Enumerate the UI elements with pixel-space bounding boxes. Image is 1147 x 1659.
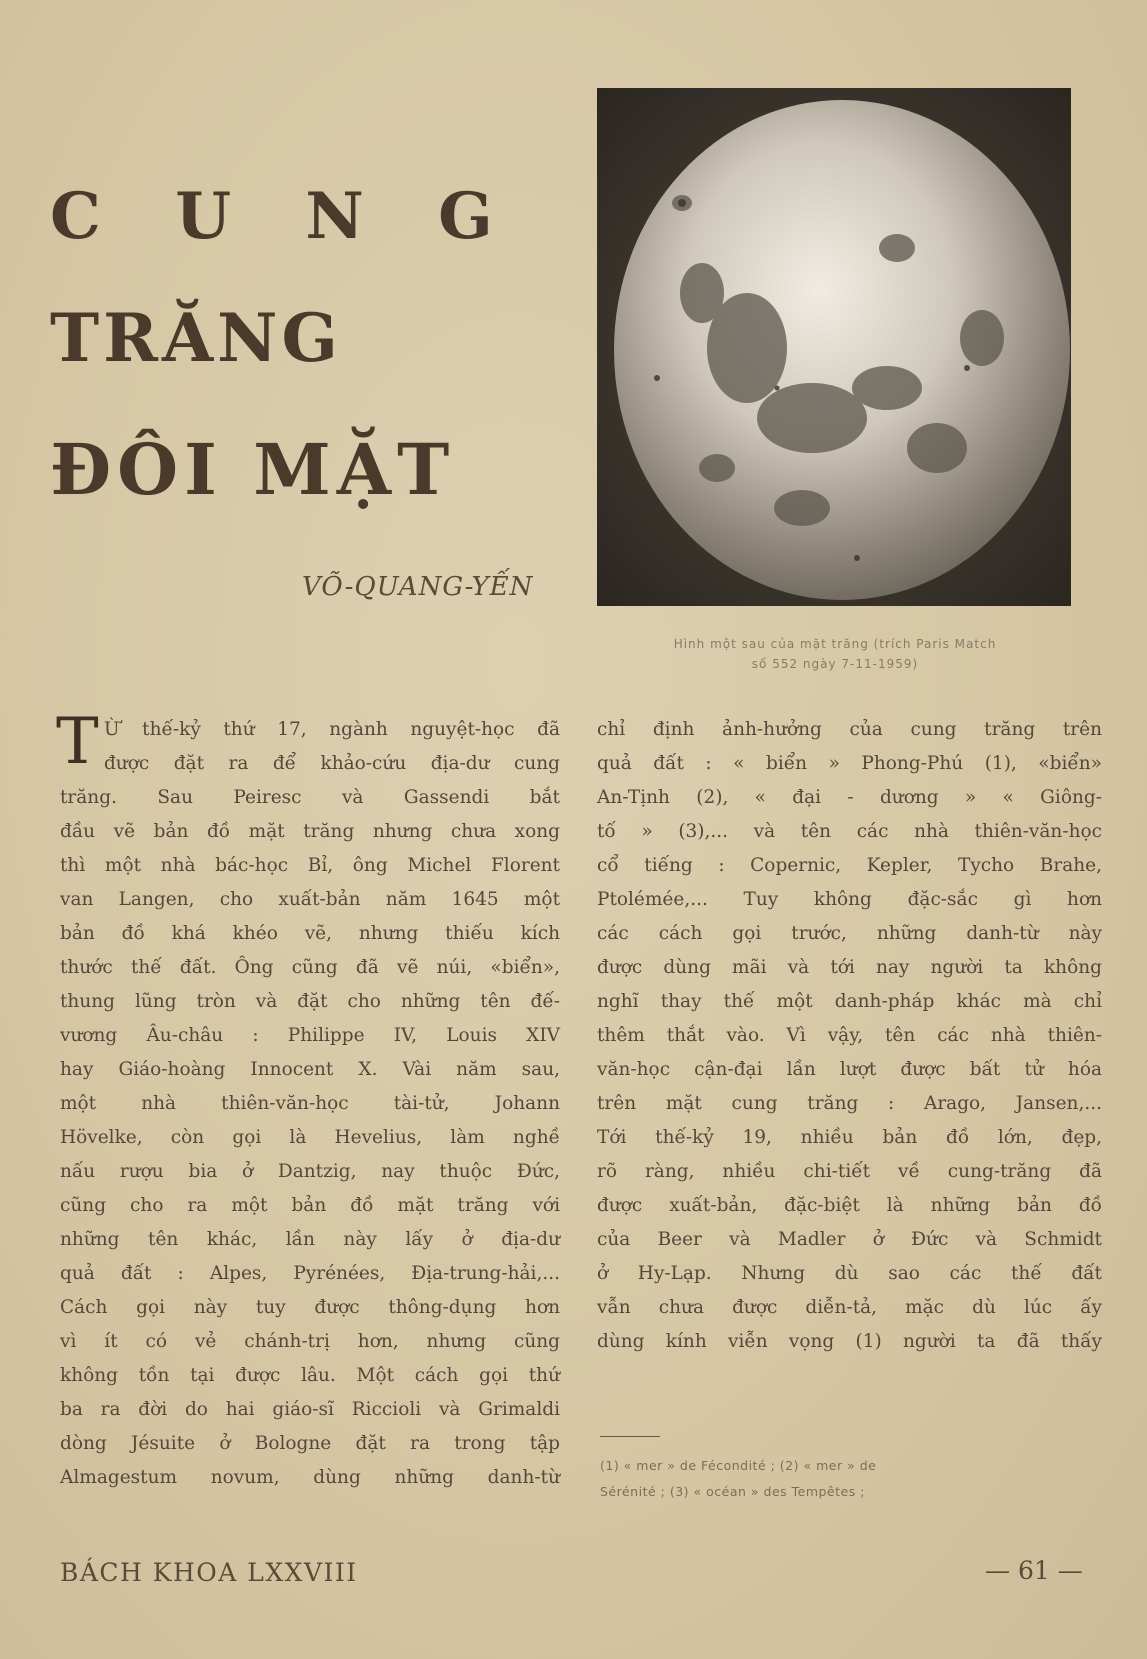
- text-line: Ptolémée,... Tuy không đặc-sắc gì hơn: [597, 889, 1102, 910]
- text-line: được xuất-bản, đặc-biệt là những bản đồ: [597, 1195, 1102, 1216]
- text-line: hay Giáo-hoàng Innocent X. Vài năm sau,: [60, 1059, 560, 1080]
- text-line: không tồn tại được lâu. Một cách gọi thứ: [60, 1365, 560, 1386]
- text-line: đầu vẽ bản đồ mặt trăng nhưng chưa xong: [60, 821, 560, 842]
- text-line: van Langen, cho xuất-bản năm 1645 một: [60, 889, 560, 910]
- text-line: vì ít có vẻ chánh-trị hơn, nhưng cũng: [60, 1331, 560, 1352]
- text-line: được dùng mãi và tới nay người ta không: [597, 957, 1102, 978]
- right-column-text: [597, 713, 1102, 1359]
- caption-line-2: số 552 ngày 7-11-1959): [751, 657, 919, 671]
- title-line-3: ĐÔI MẶT: [50, 428, 456, 511]
- text-line: trên mặt cung trăng : Arago, Jansen,...: [597, 1093, 1102, 1114]
- text-line: chỉ định ảnh-hưởng của cung trăng trên: [597, 719, 1102, 740]
- photo-caption: [600, 634, 1070, 674]
- footnote: [600, 1453, 1105, 1505]
- text-line: cũng cho ra một bản đồ mặt trăng với: [60, 1195, 560, 1216]
- text-line: dòng Jésuite ở Bologne đặt ra trong tập: [60, 1433, 560, 1454]
- text-line: thêm thắt vào. Vì vậy, tên các nhà thiên-: [597, 1025, 1102, 1046]
- title-line-2: TRĂNG: [50, 299, 342, 377]
- text-line: nghĩ thay thế một danh-pháp khác mà chỉ: [597, 991, 1102, 1012]
- text-line: An-Tịnh (2), « đại - dương » « Giông-: [597, 787, 1102, 808]
- text-line: Almagestum novum, dùng những danh-từ: [60, 1467, 560, 1488]
- text-line: ở Hy-Lạp. Nhưng dù sao các thế đất: [597, 1263, 1102, 1284]
- drop-cap: T: [56, 705, 99, 779]
- title-line-1: C U N G: [50, 179, 519, 254]
- text-line: bản đồ khá khéo vẽ, nhưng thiếu kích: [60, 923, 560, 944]
- text-line: vẫn chưa được diễn-tả, mặc dù lúc ấy: [597, 1297, 1102, 1318]
- text-line: Tới thế-kỷ 19, nhiều bản đồ lớn, đẹp,: [597, 1127, 1102, 1148]
- text-line: văn-học cận-đại lần lượt được bất tử hóa: [597, 1059, 1102, 1080]
- page-number: — 61 —: [985, 1556, 1083, 1585]
- left-column-text: [60, 713, 560, 1495]
- text-line: quả đất : « biển » Phong-Phú (1), «biển»: [597, 753, 1102, 774]
- text-line: Ừ thế-kỷ thứ 17, ngành nguyệt-học đã: [104, 719, 560, 740]
- footnote-line-1: (1) « mer » de Fécondité ; (2) « mer » de: [600, 1458, 877, 1473]
- author-name: VÕ-QUANG-YẾN: [302, 572, 534, 602]
- text-line: tố » (3),... và tên các nhà thiên-văn-học: [597, 821, 1102, 842]
- text-line: thung lũng tròn và đặt cho những tên đế-: [60, 991, 560, 1012]
- text-line: ba ra đời do hai giáo-sĩ Riccioli và Grimaldi: [60, 1399, 560, 1420]
- text-line: được đặt ra để khảo-cứu địa-dư cung: [104, 753, 560, 774]
- text-line: Hövelke, còn gọi là Hevelius, làm nghề: [60, 1127, 560, 1148]
- text-line: quả đất : Alpes, Pyrénées, Địa-trung-hải,...: [60, 1263, 560, 1284]
- text-line: Cách gọi này tuy được thông-dụng hơn: [60, 1297, 560, 1318]
- footnote-line-2: Sérénité ; (3) « océan » des Tempêtes ;: [600, 1484, 865, 1499]
- text-line: trăng. Sau Peiresc và Gassendi bắt: [60, 787, 560, 808]
- text-line: của Beer và Madler ở Đức và Schmidt: [597, 1229, 1102, 1250]
- text-line: vương Âu-châu : Philippe IV, Louis XIV: [60, 1025, 560, 1046]
- text-line: những tên khác, lần này lấy ở địa-dư: [60, 1229, 560, 1250]
- footnote-divider: [600, 1436, 660, 1437]
- text-line: thước thế đất. Ông cũng đã vẽ núi, «biển»,: [60, 957, 560, 978]
- text-line: rõ ràng, nhiều chi-tiết về cung-trăng đã: [597, 1161, 1102, 1182]
- text-line: dùng kính viễn vọng (1) người ta đã thấy: [597, 1331, 1102, 1352]
- text-line: cổ tiếng : Copernic, Kepler, Tycho Brahe,: [597, 855, 1102, 876]
- moon-photo: [597, 88, 1071, 606]
- magazine-issue: BÁCH KHOA LXXVIII: [60, 1558, 358, 1587]
- text-line: các cách gọi trước, những danh-từ này: [597, 923, 1102, 944]
- text-line: một nhà thiên-văn-học tài-tử, Johann: [60, 1093, 560, 1114]
- text-line: nấu rượu bia ở Dantzig, nay thuộc Đức,: [60, 1161, 560, 1182]
- text-line: thì một nhà bác-học Bỉ, ông Michel Florent: [60, 855, 560, 876]
- caption-line-1: Hình một sau của mặt trăng (trích Paris Match: [673, 637, 997, 651]
